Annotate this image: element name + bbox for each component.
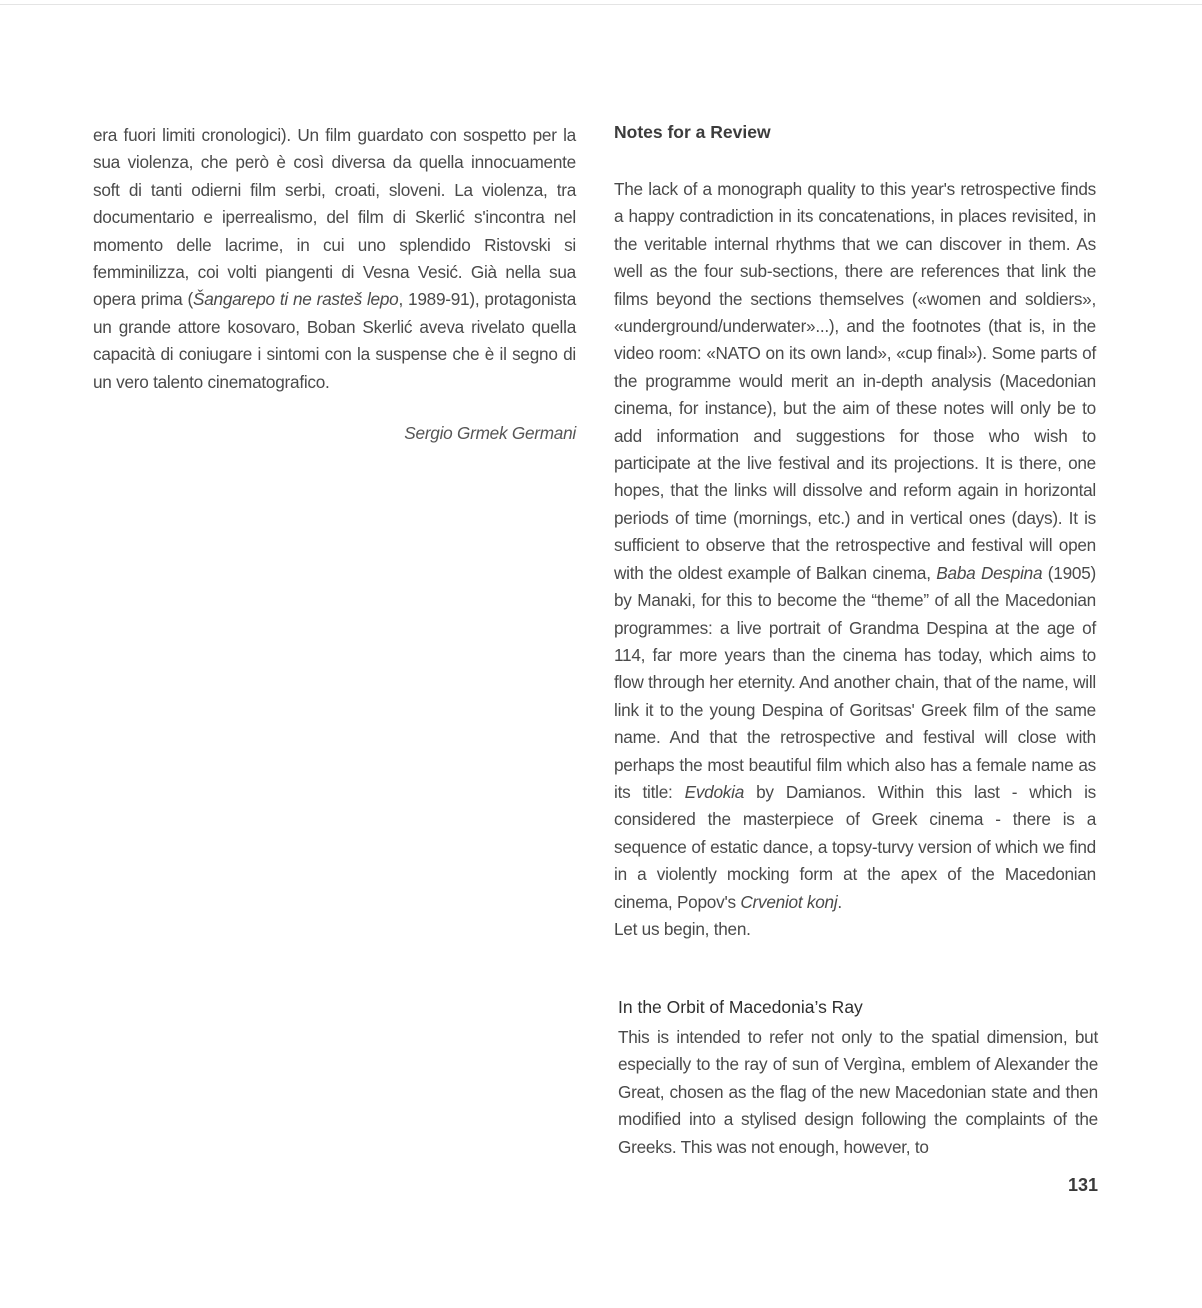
orbit-column xyxy=(618,1024,1098,1161)
right-paragraph-begin: Let us begin, then. xyxy=(614,918,751,939)
film-title-crveniot-konj: Crveniot konj xyxy=(740,891,838,912)
right-paragraph-main: The lack of a monograph quality to this year's retrospective finds a happy contradiction in its concatenations, in places revisited, in the veritable internal rhythms that we can discover in them. As well as the four sub-sections, there are references that link the films beyond the sections themselves («women and soldiers», «underground/underwater»...), and the footnotes (that is, in the video room: «NATO on its own land», «cup final»). Some parts of the programme would merit an in-depth analysis (Macedonian cinema, for instance), but the aim of these notes will only be to add information and suggestions for those who wish to participate at the live festival and its projections. It is there, one hopes, that the links will dissolve and reform again in horizontal periods of time (mornings, etc.) and in vertical ones (days). It is sufficient to observe that the retrospective and festival will open with the oldest example of Balkan cinema, Baba Despina (1905) by Manaki, for this to become the “theme” of all the Macedonian programmes: a live portrait of Grandma Despina at the age of 114, far more years than the cinema has today, which aims to flow through her eternity. And another chain, that of the name, will link it to the young Despina of Goritsas' Greek film of the same name. And that the retrospective and festival will close with perhaps the most beautiful film which also has a female name as its title: Evdokia by Damianos. Within this last - which is considered the masterpiece of Greek cinema - there is a sequence of estatic dance, a topsy-turvy version of which we find in a violently mocking form at the apex of the Macedonian cinema, Popov's Crveniot konj. xyxy=(614,179,1096,912)
orbit-paragraph: This is intended to refer not only to the spatial dimension, but especially to the ray of sun of Vergìna, emblem of Alexander the Great, chosen as the flag of the new Macedonian state and then modified into a stylised design following the complaints of the Greeks. This was not enough, however, to xyxy=(618,1027,1098,1157)
film-title-sangarepo: Šangarepo ti ne rasteš lepo xyxy=(192,289,399,310)
left-paragraph: era fuori limiti cronologici). Un film guardato con sospetto per la sua violenza, che però è così diversa da quella innocuamente soft di tanti odierni film serbi, croati, sloveni. La violenza, tra documentario e iperrealismo, del film di Skerlić s'incontra nel momento delle lacrime, in cui uno splendido Ristovski si femminilizza, coi volti piangenti di Vesna Vesić. Già nella sua opera prima (Šangarepo ti ne rasteš lepo, 1989-91), protagonista un grande attore kosovaro, Boban Skerlić aveva rivelato quella capacità di coniugare i sintomi con la suspense che è il segno di un vero talento cinematografico. xyxy=(93,125,576,392)
page-number: 131 xyxy=(1067,1175,1098,1195)
left-column xyxy=(93,122,576,396)
author-signature: Sergio Grmek Germani xyxy=(404,423,576,443)
right-column xyxy=(614,176,1096,943)
section-heading-notes: Notes for a Review xyxy=(614,122,771,142)
film-title-baba-despina: Baba Despina xyxy=(936,562,1043,583)
film-title-evdokia: Evdokia xyxy=(684,781,745,802)
subheading-orbit: In the Orbit of Macedonia’s Ray xyxy=(618,997,863,1017)
top-rule xyxy=(0,4,1202,5)
